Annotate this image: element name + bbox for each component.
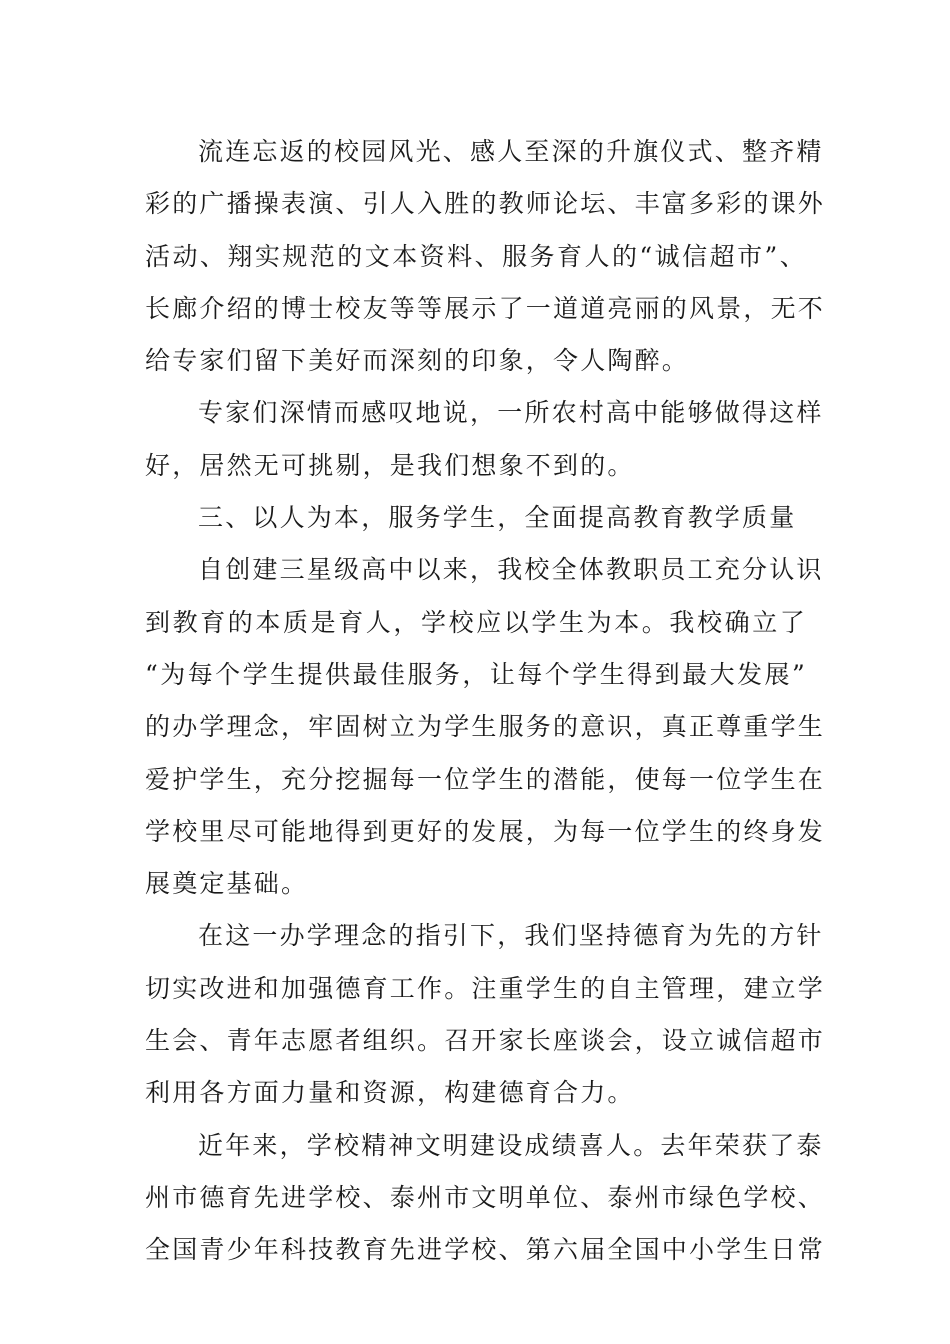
text-line: 流连忘返的校园风光、感人至深的升旗仪式、整齐精 — [198, 137, 824, 166]
text-line: 展奠定基础。 — [145, 869, 309, 899]
text-line: “为每个学生提供最佳服务，让每个学生得到最大发展” — [145, 659, 807, 689]
text-line: 在这一办学理念的指引下，我们坚持德育为先的方针 — [198, 921, 824, 951]
text-line: 全国青少年科技教育先进学校、第六届全国中小学生日常 — [145, 1235, 826, 1265]
text-line: 利用各方面力量和资源，构建德育合力。 — [145, 1078, 635, 1108]
text-line: 给专家们留下美好而深刻的印象，令人陶醉。 — [145, 346, 690, 376]
text-line: 州市德育先进学校、泰州市文明单位、泰州市绿色学校、 — [145, 1182, 826, 1212]
text-line: 切实改进和加强德育工作。注重学生的自主管理，建立学 — [145, 973, 826, 1003]
text-line: 近年来，学校精神文明建设成绩喜人。去年荣获了泰 — [198, 1130, 824, 1160]
document-body — [145, 126, 826, 1277]
text-line: 自创建三星级高中以来，我校全体教职员工充分认识 — [198, 555, 824, 585]
section-heading: 三、以人为本，服务学生，全面提高教育教学质量 — [198, 503, 797, 533]
text-line: 学校里尽可能地得到更好的发展，为每一位学生的终身发 — [145, 816, 826, 846]
text-line: 到教育的本质是育人，学校应以学生为本。我校确立了 — [145, 607, 807, 637]
text-line: 好，居然无可挑剔，是我们想象不到的。 — [145, 450, 635, 480]
text-line: 生会、青年志愿者组织。召开家长座谈会，设立诚信超市 — [145, 1026, 826, 1056]
text-line: 活动、翔实规范的文本资料、服务育人的“诚信超市”、 — [145, 241, 807, 271]
text-line: 长廊介绍的博士校友等等展示了一道道亮丽的风景，无不 — [145, 293, 826, 323]
text-line: 彩的广播操表演、引人入胜的教师论坛、丰富多彩的课外 — [145, 189, 826, 219]
text-line: 爱护学生，充分挖掘每一位学生的潜能，使每一位学生在 — [145, 764, 826, 794]
text-line: 的办学理念，牢固树立为学生服务的意识，真正尊重学生 — [145, 712, 826, 742]
text-line: 专家们深情而感叹地说，一所农村高中能够做得这样 — [198, 398, 824, 428]
